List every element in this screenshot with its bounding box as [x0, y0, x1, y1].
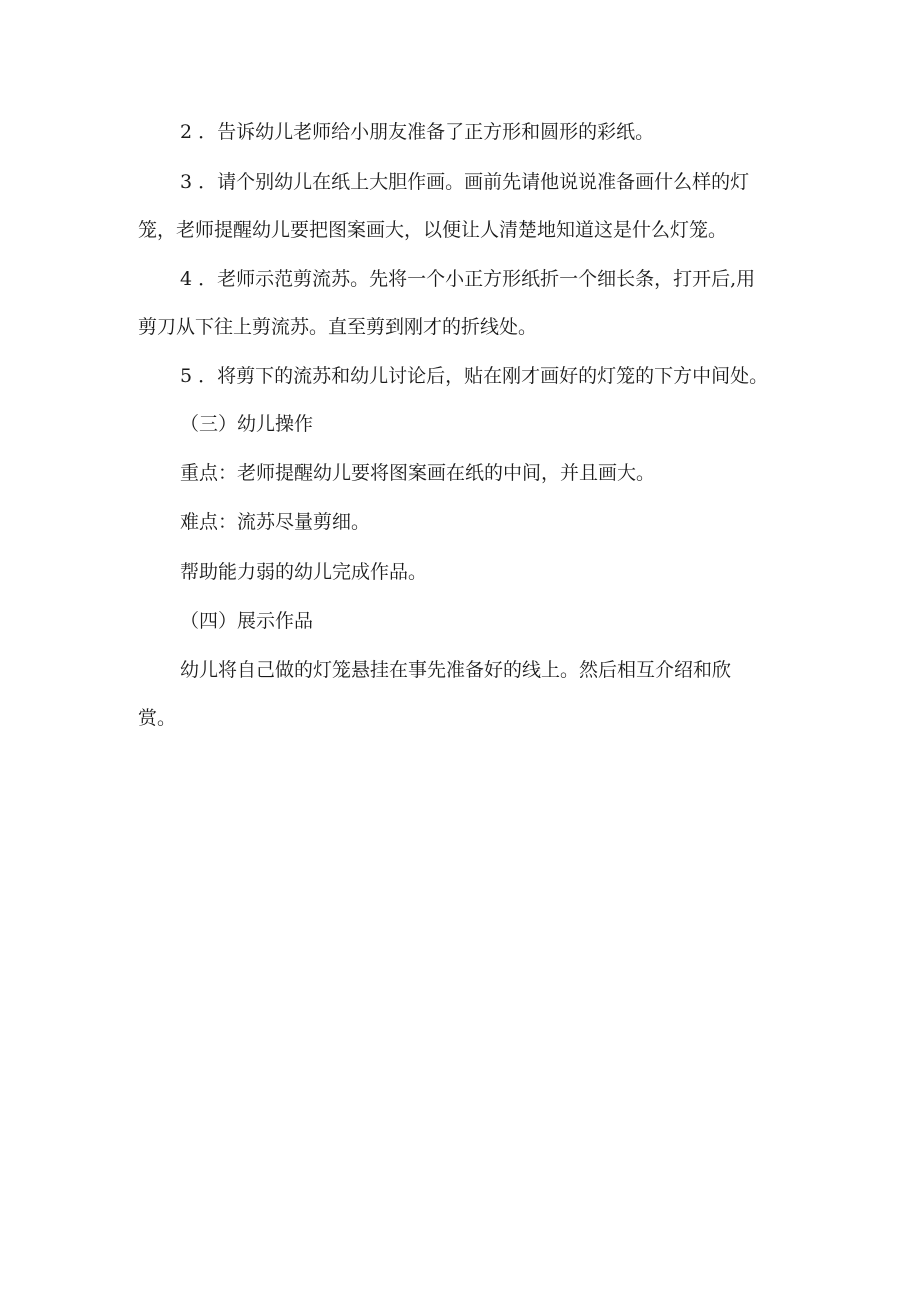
key-point-paragraph [138, 449, 788, 497]
difficulty-paragraph [138, 498, 788, 546]
step-5-paragraph [138, 352, 788, 400]
text-line: （三）幼儿操作 [180, 413, 314, 435]
text-line: 赏。 [138, 707, 177, 729]
help-note-paragraph [138, 548, 788, 596]
text-line: 幼儿将自己做的灯笼悬挂在事先准备好的线上。然后相互介绍和欣 [180, 659, 732, 681]
section-4-heading [138, 597, 788, 645]
display-paragraph [138, 646, 788, 742]
section-3-heading [138, 400, 788, 448]
step-4-paragraph [138, 255, 788, 351]
step-3-paragraph [138, 158, 788, 254]
text-line: 2 ．告诉幼儿老师给小朋友准备了正方形和圆形的彩纸。 [180, 121, 655, 143]
text-line: 难点：流苏尽量剪细。 [180, 511, 371, 533]
text-line: 重点：老师提醒幼儿要将图案画在纸的中间，并且画大。 [180, 462, 656, 484]
text-line: 4 ．老师示范剪流苏。先将一个小正方形纸折一个细长条，打开后,用 [180, 268, 756, 290]
text-line: 剪刀从下往上剪流苏。直至剪到刚才的折线处。 [138, 316, 538, 338]
text-line: 笼，老师提醒幼儿要把图案画大，以便让人清楚地知道这是什么灯笼。 [138, 219, 728, 241]
step-2-paragraph [138, 108, 788, 156]
text-line: 帮助能力弱的幼儿完成作品。 [180, 561, 428, 583]
text-line: （四）展示作品 [180, 610, 314, 632]
text-line: 3 ．请个别幼儿在纸上大胆作画。画前先请他说说准备画什么样的灯 [180, 171, 750, 193]
text-line: 5 ．将剪下的流苏和幼儿讨论后，贴在刚才画好的灯笼的下方中间处。 [180, 365, 769, 387]
